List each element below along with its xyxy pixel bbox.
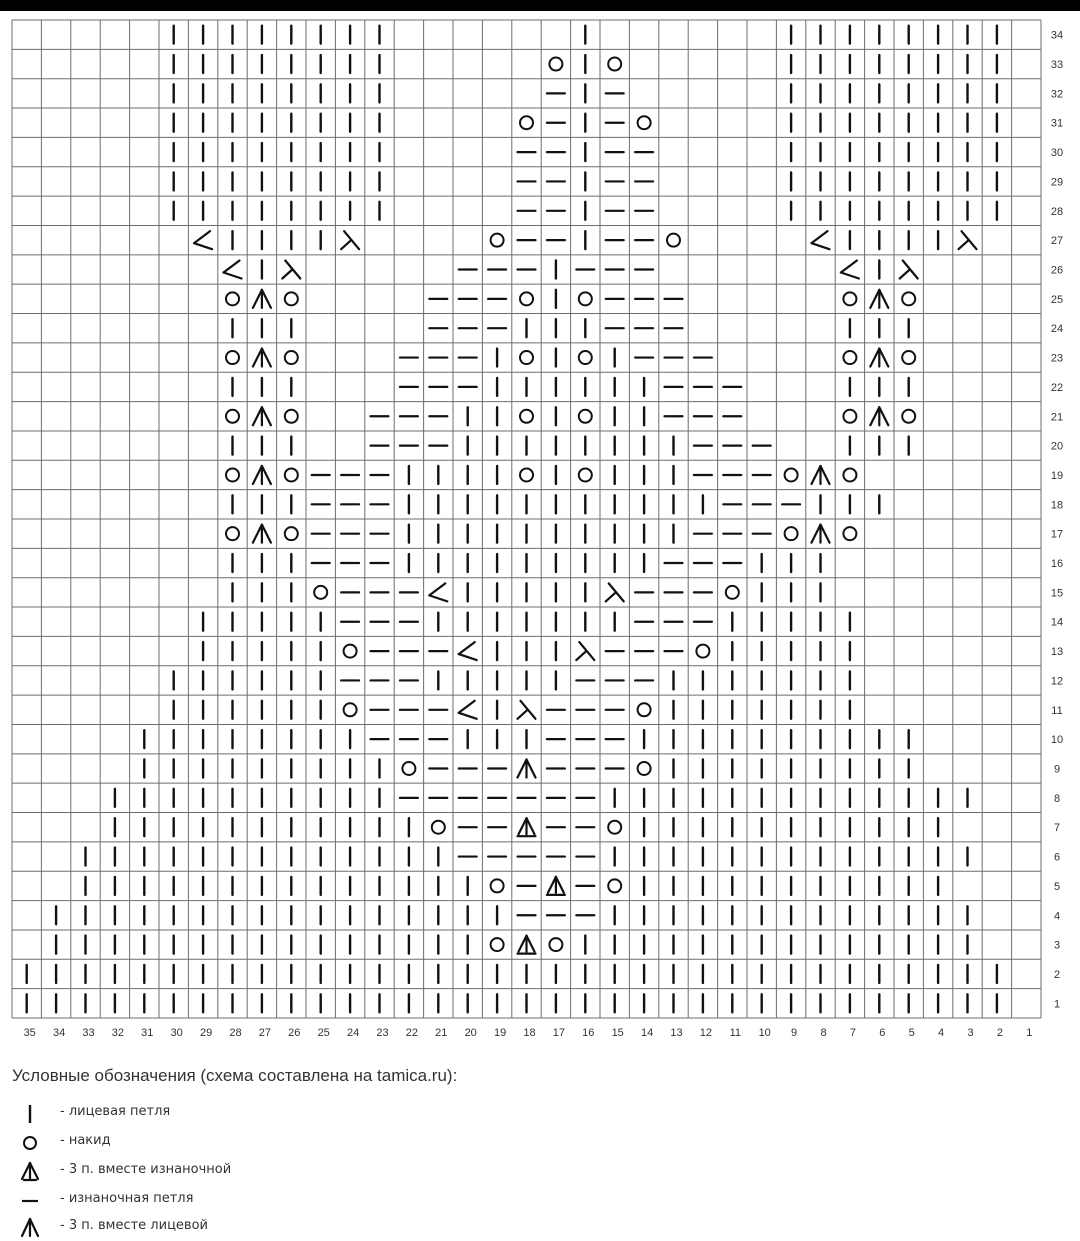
yarn-over-stitch <box>638 703 651 716</box>
yarn-over-stitch <box>608 821 621 834</box>
row-number-label: 17 <box>1050 528 1064 541</box>
row-number-label: 2 <box>1053 968 1061 981</box>
knit-3-together-stitch <box>812 466 830 484</box>
knit-3-together-stitch <box>253 290 271 308</box>
left-decrease-stitch <box>194 231 212 249</box>
knit-symbol-icon <box>14 1101 54 1127</box>
column-number-label: 34 <box>52 1027 66 1039</box>
purl-symbol-icon <box>14 1188 54 1214</box>
column-number-label: 5 <box>908 1027 915 1039</box>
yarn-over-stitch <box>785 468 798 481</box>
yarn-over-stitch <box>344 703 357 716</box>
yarn-over-stitch <box>549 938 562 951</box>
row-number-label: 10 <box>1050 734 1064 747</box>
right-decrease-stitch <box>606 583 624 601</box>
yarn-over-stitch <box>520 410 533 423</box>
yarn-over-stitch <box>491 938 504 951</box>
yarn-over-stitch <box>667 234 680 247</box>
yarn-over-stitch <box>638 116 651 129</box>
column-number-label: 19 <box>493 1027 507 1039</box>
row-number-label: 32 <box>1050 88 1064 101</box>
yarn-over-stitch <box>902 351 915 364</box>
yarn-over-stitch <box>520 292 533 305</box>
knit-3-together-stitch <box>870 349 888 367</box>
yarn-over-stitch <box>549 58 562 71</box>
column-number-label: 7 <box>849 1027 856 1039</box>
column-number-label: 2 <box>996 1027 1003 1039</box>
column-number-label: 17 <box>552 1027 566 1039</box>
yarn-over-stitch <box>696 645 709 658</box>
column-number-label: 29 <box>199 1027 213 1039</box>
yarn-over-stitch <box>608 58 621 71</box>
row-number-label: 6 <box>1053 851 1061 864</box>
column-number-label: 33 <box>82 1027 95 1039</box>
yarn-over-stitch <box>579 292 592 305</box>
legend-label: - изнаночная петля <box>60 1191 194 1206</box>
column-number-label: 10 <box>758 1027 771 1039</box>
yarn-over-stitch <box>579 351 592 364</box>
right-decrease-stitch <box>959 231 977 249</box>
yarn-over-stitch <box>285 410 298 423</box>
row-number-label: 30 <box>1050 147 1064 160</box>
right-decrease-stitch <box>518 701 536 719</box>
column-number-label: 24 <box>346 1027 360 1039</box>
column-number-label: 13 <box>670 1027 683 1039</box>
yarn-over-stitch <box>843 468 856 481</box>
column-number-label: 32 <box>111 1027 125 1039</box>
column-number-label: 8 <box>820 1027 827 1039</box>
column-number-label: 3 <box>967 1027 974 1039</box>
legend-label: - 3 п. вместе лицевой <box>60 1218 208 1233</box>
column-number-label: 20 <box>464 1027 477 1039</box>
row-number-label: 25 <box>1050 293 1064 306</box>
row-number-label: 18 <box>1050 499 1064 512</box>
column-number-label: 6 <box>879 1027 886 1039</box>
row-number-label: 9 <box>1053 763 1061 776</box>
row-number-label: 33 <box>1050 59 1064 72</box>
row-number-label: 22 <box>1050 381 1064 394</box>
yarn-over-stitch <box>638 762 651 775</box>
left-decrease-stitch <box>429 583 447 601</box>
grid-lines <box>12 20 1041 1018</box>
row-number-label: 5 <box>1053 880 1061 893</box>
row-number-label: 12 <box>1050 675 1064 688</box>
right-decrease-stitch <box>900 261 918 279</box>
knit-3-together-stitch <box>870 407 888 425</box>
column-number-label: 28 <box>229 1027 242 1039</box>
yarn-over-stitch <box>285 292 298 305</box>
column-number-label: 18 <box>523 1027 536 1039</box>
yarn-over-stitch <box>843 410 856 423</box>
yarn-over-stitch <box>843 351 856 364</box>
knit-3-together-stitch <box>253 407 271 425</box>
yarn-over-stitch <box>285 351 298 364</box>
row-number-label: 29 <box>1050 176 1064 189</box>
column-number-label: 15 <box>611 1027 624 1039</box>
yarn-over-stitch <box>785 527 798 540</box>
yarn-over-stitch <box>579 468 592 481</box>
row-number-label: 19 <box>1050 469 1064 482</box>
column-number-label: 26 <box>288 1027 301 1039</box>
yarn-over-stitch <box>520 116 533 129</box>
knit-3-together-stitch <box>253 349 271 367</box>
yarn-over-stitch <box>902 292 915 305</box>
row-number-label: 20 <box>1050 440 1064 453</box>
column-number-label: 31 <box>141 1027 154 1039</box>
right-decrease-stitch <box>341 231 359 249</box>
yarn-over-stitch <box>902 410 915 423</box>
column-number-label: 21 <box>435 1027 448 1039</box>
row-number-label: 34 <box>1050 29 1064 42</box>
row-number-label: 15 <box>1050 587 1064 600</box>
column-number-label: 23 <box>376 1027 389 1039</box>
3-together-purl-symbol-icon <box>14 1159 54 1185</box>
knit-3-together-stitch <box>812 525 830 543</box>
right-decrease-stitch <box>576 642 594 660</box>
yarn-over-stitch <box>314 586 327 599</box>
row-number-label: 3 <box>1053 939 1061 952</box>
row-number-label: 14 <box>1050 616 1064 629</box>
column-number-label: 14 <box>640 1027 654 1039</box>
purl-3-together-stitch <box>518 936 536 954</box>
left-decrease-stitch <box>841 261 859 279</box>
legend-label: - накид <box>60 1133 111 1148</box>
row-number-label: 26 <box>1050 264 1064 277</box>
knit-3-together-stitch <box>253 525 271 543</box>
column-number-label: 11 <box>729 1027 742 1039</box>
column-number-label: 25 <box>317 1027 330 1039</box>
knit-3-together-stitch <box>870 290 888 308</box>
row-number-label: 7 <box>1053 822 1061 835</box>
column-number-label: 16 <box>582 1027 595 1039</box>
column-number-label: 4 <box>938 1027 945 1039</box>
left-decrease-stitch <box>459 701 477 719</box>
column-number-label: 12 <box>699 1027 713 1039</box>
yarn-over-stitch <box>726 586 739 599</box>
row-number-label: 28 <box>1050 205 1064 218</box>
legend-label: - 3 п. вместе изнаночной <box>60 1162 232 1177</box>
yarn-over-stitch <box>285 527 298 540</box>
legend-title: Условные обозначения (схема составлена на tamica.ru): <box>12 1066 458 1085</box>
3-together-knit-symbol-icon <box>14 1215 54 1241</box>
row-number-label: 24 <box>1050 323 1064 336</box>
yarn-over-stitch <box>226 410 239 423</box>
purl-3-together-stitch <box>518 818 536 836</box>
yarn-over-stitch <box>520 351 533 364</box>
right-decrease-stitch <box>282 261 300 279</box>
column-number-label: 27 <box>258 1027 272 1039</box>
column-number-label: 1 <box>1026 1027 1033 1039</box>
yarn-over-stitch <box>344 645 357 658</box>
row-number-label: 4 <box>1053 910 1061 923</box>
row-number-label: 13 <box>1050 646 1064 659</box>
yarn-over-stitch <box>843 527 856 540</box>
row-number-label: 16 <box>1050 558 1064 571</box>
yarn-over-stitch <box>226 292 239 305</box>
yarn-over-stitch <box>226 351 239 364</box>
yarn-over-stitch <box>226 527 239 540</box>
left-decrease-stitch <box>224 261 242 279</box>
column-number-label: 35 <box>23 1027 36 1039</box>
purl-3-together-stitch <box>547 877 565 895</box>
yarn-over-stitch <box>579 410 592 423</box>
legend-label: - лицевая петля <box>60 1104 171 1119</box>
row-number-label: 31 <box>1050 117 1064 130</box>
row-number-label: 1 <box>1053 998 1061 1011</box>
column-number-label: 9 <box>791 1027 798 1039</box>
yarn-over-stitch <box>608 879 621 892</box>
knit-3-together-stitch <box>518 760 536 778</box>
left-decrease-stitch <box>812 231 830 249</box>
row-number-label: 21 <box>1050 411 1064 424</box>
column-number-label: 22 <box>405 1027 419 1039</box>
yarn-over-stitch <box>520 468 533 481</box>
row-number-label: 27 <box>1050 235 1064 248</box>
knit-3-together-stitch <box>253 466 271 484</box>
yarn-over-symbol-icon <box>14 1130 54 1156</box>
yarn-over-stitch <box>402 762 415 775</box>
yarn-over-stitch <box>491 234 504 247</box>
row-number-label: 23 <box>1050 352 1064 365</box>
yarn-over-stitch <box>491 879 504 892</box>
column-number-label: 30 <box>170 1027 183 1039</box>
yarn-over-stitch <box>226 468 239 481</box>
left-decrease-stitch <box>459 642 477 660</box>
row-number-label: 11 <box>1051 704 1063 717</box>
yarn-over-stitch <box>843 292 856 305</box>
yarn-over-stitch <box>285 468 298 481</box>
yarn-over-stitch <box>432 821 445 834</box>
row-number-label: 8 <box>1053 792 1061 805</box>
